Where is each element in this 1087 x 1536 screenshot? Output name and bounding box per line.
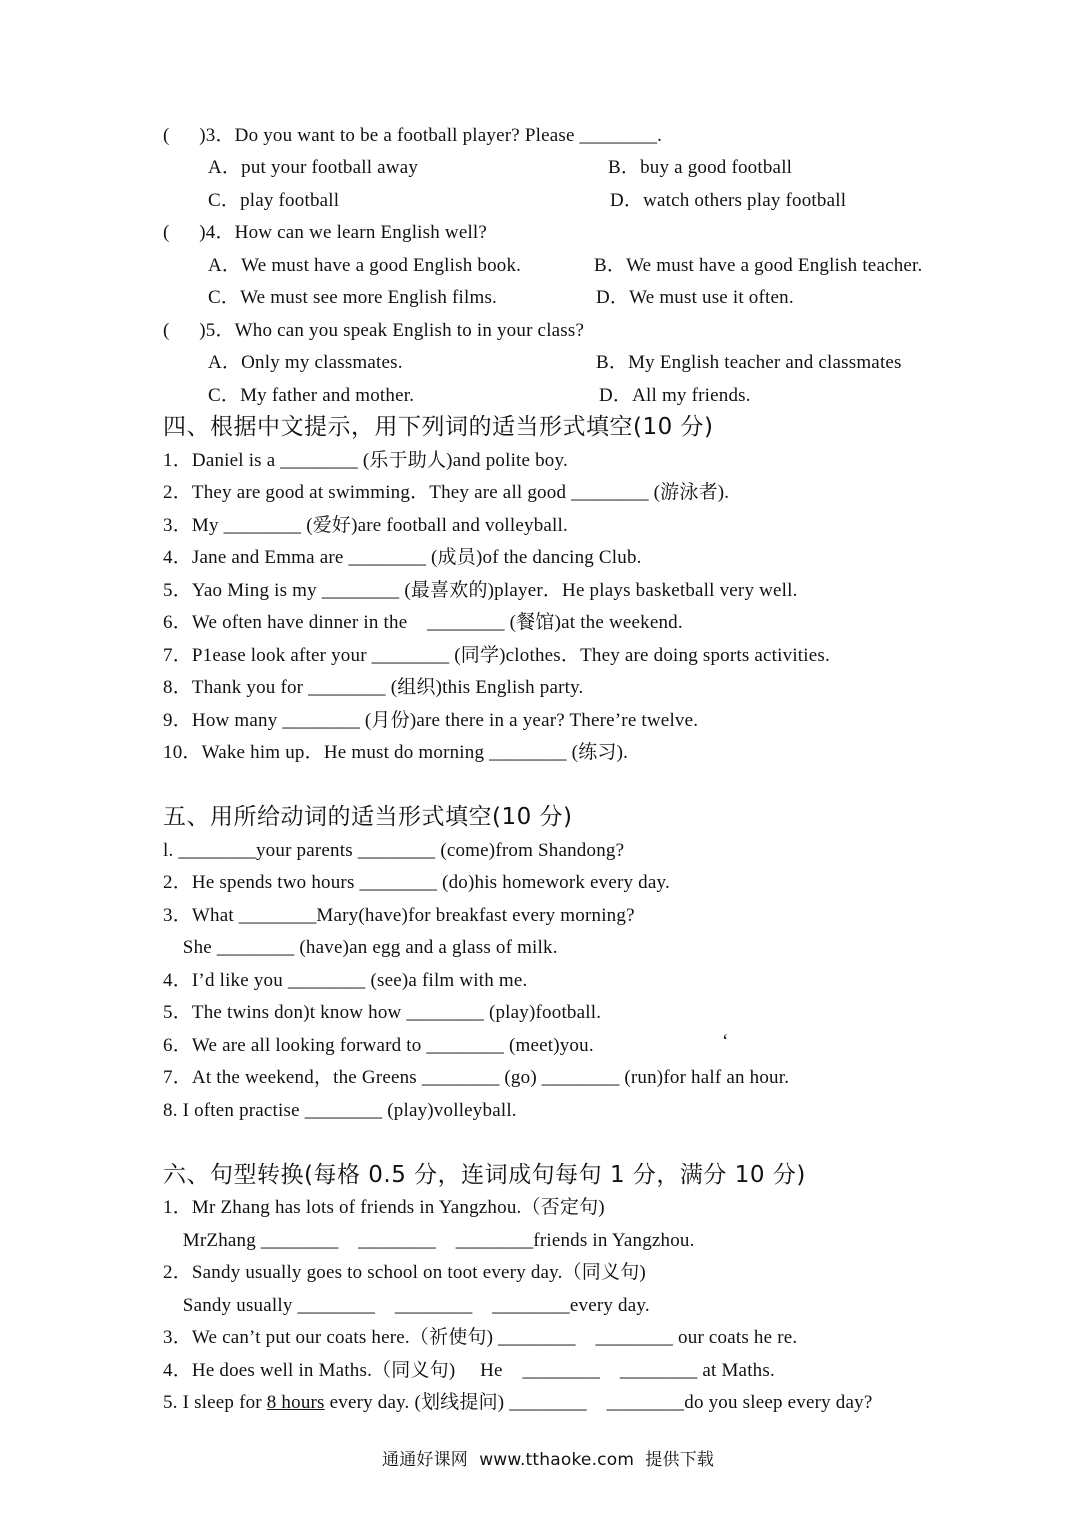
section-4-item: 7．P1ease look after your ________ (同学)clothes．They are doing sports activities. — [163, 645, 830, 666]
page-footer: 通通好课网 www.tthaoke.com 提供下载 — [382, 1450, 715, 1470]
section-6-item: Sandy usually ________ ________ ________every day. — [163, 1295, 650, 1316]
section-4-item: 1．Daniel is a ________ (乐于助人)and polite boy. — [163, 450, 568, 471]
question-4-option-b: B．We must have a good English teacher. — [594, 255, 923, 276]
section-5-item: 5．The twins don)t know how ________ (play)football. — [163, 1002, 602, 1023]
section-6-item-5 — [163, 1391, 872, 1415]
section-4-title: 四、根据中文提示，用下列词的适当形式填空(10 分) — [163, 414, 714, 440]
question-4-stem: ( )4．How can we learn English well? — [163, 222, 488, 243]
section-5-item: l. ________your parents ________ (come)from Shandong? — [163, 840, 625, 861]
section-6-item: 4．He does well in Maths.（同义句) He ________ ________ at Maths. — [163, 1360, 775, 1381]
stray-mark: ‘ — [722, 1031, 729, 1052]
section-4-item: 9．How many ________ (月份)are there in a year? There’re twelve. — [163, 710, 699, 731]
section-4-item: 2．They are good at swimming．They are all good ________ (游泳者). — [163, 482, 730, 503]
section-6-item: 3．We can’t put our coats here.（祈使句) ________ ________ our coats he re. — [163, 1327, 798, 1348]
section-5-item: 2．He spends two hours ________ (do)his homework every day. — [163, 872, 670, 893]
section-4-item: 8．Thank you for ________ (组织)this English party. — [163, 677, 584, 698]
section-5-title: 五、用所给动词的适当形式填空(10 分) — [163, 804, 573, 830]
section-5-item: 7．At the weekend，the Greens ________ (go) ________ (run)for half an hour. — [163, 1067, 790, 1088]
section-4-item: 3．My ________ (爱好)are football and volleyball. — [163, 515, 568, 536]
section-5-item: 8. I often practise ________ (play)volleyball. — [163, 1100, 517, 1121]
question-5-option-c: C．My father and mother. — [208, 385, 415, 406]
section-4-item: 10．Wake him up．He must do morning ________ (练习). — [163, 742, 629, 763]
section-6-title: 六、句型转换(每格 0.5 分，连词成句每句 1 分，满分 10 分) — [163, 1162, 806, 1188]
section-5-item: She ________ (have)an egg and a glass of milk. — [163, 937, 558, 958]
question-3-option-d: D．watch others play football — [610, 190, 847, 211]
question-5-option-a: A．Only my classmates. — [208, 352, 403, 373]
section-4-item: 6．We often have dinner in the ________ (餐馆)at the weekend. — [163, 612, 683, 633]
question-4-option-a: A．We must have a good English book. — [208, 255, 522, 276]
section-4-item: 5．Yao Ming is my ________ (最喜欢的)player．He plays basketball very well. — [163, 580, 798, 601]
question-3-option-c: C．play football — [208, 190, 340, 211]
question-4-option-c: C．We must see more English films. — [208, 287, 497, 308]
question-3-option-a: A．put your football away — [208, 157, 419, 178]
section-5-item: 4．I’d like you ________ (see)a film with me. — [163, 970, 528, 991]
question-5-stem: ( )5．Who can you speak English to in your class? — [163, 320, 585, 341]
item-5-text-end: every day. (划线提问) ________ ________do you sleep every day? — [324, 1392, 873, 1413]
section-6-item: MrZhang ________ ________ ________friends in Yangzhou. — [163, 1230, 695, 1251]
section-5-item: 6．We are all looking forward to ________ (meet)you. — [163, 1035, 594, 1056]
underlined-phrase: 8 hours — [266, 1392, 325, 1413]
question-3-option-b: B．buy a good football — [608, 157, 793, 178]
question-5-option-d: D．All my friends. — [599, 385, 751, 406]
item-5-text: 5. I sleep for — [163, 1392, 267, 1413]
section-6-item: 1．Mr Zhang has lots of friends in Yangzhou.（否定句) — [163, 1197, 605, 1218]
section-4-item: 4．Jane and Emma are ________ (成员)of the dancing Club. — [163, 547, 642, 568]
question-4-option-d: D．We must use it often. — [596, 287, 794, 308]
section-6-item: 2．Sandy usually goes to school on toot every day.（同义句) — [163, 1262, 646, 1283]
question-3-stem: ( )3．Do you want to be a football player? Please ________. — [163, 125, 663, 146]
question-5-option-b: B．My English teacher and classmates — [596, 352, 902, 373]
section-5-item: 3．What ________Mary(have)for breakfast every morning? — [163, 905, 635, 926]
